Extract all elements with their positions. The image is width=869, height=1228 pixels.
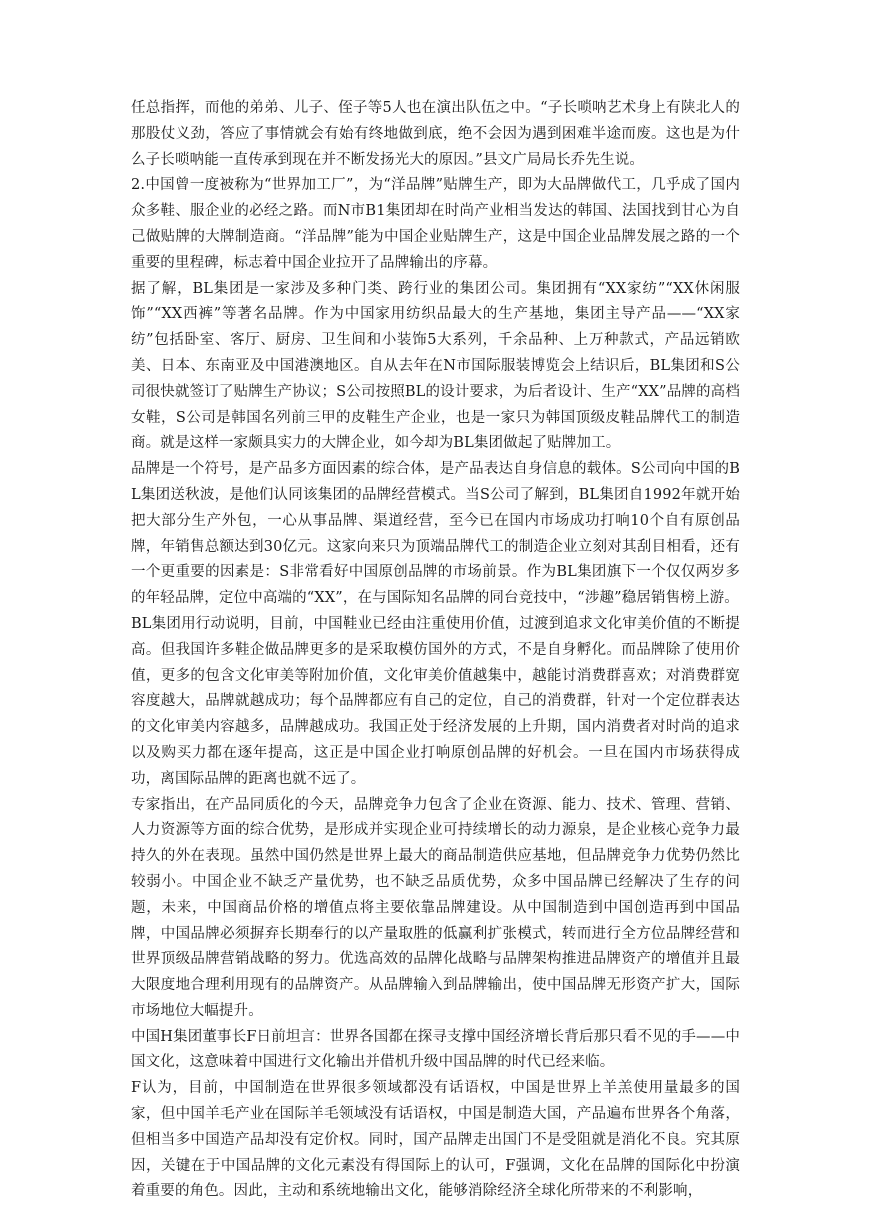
document-body xyxy=(131,96,740,1205)
paragraph-3: 据了解，BL集团是一家涉及多种门类、跨行业的集团公司。集团拥有“XX家纺”“XX休闲服饰”“XX西裤”等著名品牌。作为中国家用纺织品最大的生产基地，集团主导产品——“XX家纺”包括卧室、客厅、厨房、卫生间和小装饰5大系列，千余品种、上万种款式，产品远销欧美、日本、东南亚及中国港澳地区。自从去年在N市国际服装博览会上结识后，BL集团和S公司很快就签订了贴牌生产协议；S公司按照BL的设计要求，为后者设计、生产“XX”品牌的高档女鞋，S公司是韩国名列前三甲的皮鞋生产企业，也是一家只为韩国顶级皮鞋品牌代工的制造商。就是这样一家颇具实力的大牌企业，如今却为BL集团做起了贴牌加工。 xyxy=(131,280,740,452)
paragraph-6: 专家指出，在产品同质化的今天，品牌竞争力包含了企业在资源、能力、技术、管理、营销、人力资源等方面的综合优势，是形成并实现企业可持续增长的动力源泉，是企业核心竞争力最持久的外在表现。虽然中国仍然是世界上最大的商品制造供应基地，但品牌竞争力优势仍然比较弱小。中国企业不缺乏产量优势，也不缺乏品质优势，众多中国品牌已经解决了生存的问题，未来，中国商品价格的增值点将主要依靠品牌建设。从中国制造到中国创造再到中国品牌，中国品牌必须摒弃长期奉行的以产量取胜的低赢利扩张模式，转而进行全方位品牌经营和世界顶级品牌营销战略的努力。优选高效的品牌化战略与品牌架构推进品牌资产的增值并且最大限度地合理利用现有的品牌资产。从品牌输入到品牌输出，使中国品牌无形资产扩大，国际市场地位大幅提升。 xyxy=(131,796,740,1019)
paragraph-1: 任总指挥，而他的弟弟、儿子、侄子等5人也在演出队伍之中。“子长唢呐艺术身上有陕北人的那股仗义劲，答应了事情就会有始有终地做到底，绝不会因为遇到困难半途而废。这也是为什么子长唢呐能一直传承到现在并不断发扬光大的原因。”县文广局局长乔先生说。 xyxy=(131,100,740,168)
paragraph-7: 中国H集团董事长F日前坦言：世界各国都在探寻支撑中国经济增长背后那只看不见的手——中国文化，这意味着中国进行文化输出并借机升级中国品牌的时代已经来临。 xyxy=(131,1028,741,1071)
paragraph-2: 2.中国曾一度被称为“世界加工厂”，为“洋品牌”贴牌生产，即为大品牌做代工，几乎成了国内众多鞋、服企业的必经之路。而N市B1集团却在时尚产业相当发达的韩国、法国找到甘心为自己做贴牌的大牌制造商。“洋品牌”能为中国企业贴牌生产，这是中国企业品牌发展之路的一个重要的里程碑，标志着中国企业拉开了品牌输出的序幕。 xyxy=(131,177,740,271)
paragraph-4: 品牌是一个符号，是产品多方面因素的综合体，是产品表达自身信息的载体。S公司向中国的BL集团送秋波，是他们认同该集团的品牌经营模式。当S公司了解到，BL集团自1992年就开始把大部分生产外包，一心从事品牌、渠道经营，至今已在国内市场成功打响10个自有原创品牌，年销售总额达到30亿元。这家向来只为顶端品牌代工的制造企业立刻对其刮目相看，还有一个更重要的因素是：S非常看好中国原创品牌的市场前景。作为BL集团旗下一个仅仅两岁多的年轻品牌，定位中高端的“XX”，在与国际知名品牌的同台竞技中，“涉趣”稳居销售榜上游。 xyxy=(131,461,740,607)
paragraph-5: BL集团用行动说明，目前，中国鞋业已经由注重使用价值，过渡到追求文化审美价值的不断提高。但我国许多鞋企做品牌更多的是采取模仿国外的方式，不是自身孵化。而品牌除了使用价值，更多的包含文化审美等附加价值，文化审美价值越集中，越能讨消费群喜欢；对消费群宽容度越大，品牌就越成功；每个品牌都应有自己的定位，自己的消费群，针对一个定位群表达的文化审美内容越多，品牌越成功。我国正处于经济发展的上升期，国内消费者对时尚的追求以及购买力都在逐年提高，这正是中国企业打响原创品牌的好机会。一旦在国内市场获得成功，离国际品牌的距离也就不远了。 xyxy=(131,615,740,787)
paragraph-8: F认为，目前，中国制造在世界很多领域都没有话语权，中国是世界上羊羔使用量最多的国家，但中国羊毛产业在国际羊毛领域没有话语权，中国是制造大国，产品遍布世界各个角落，但相当多中国造产品却没有定价权。同时，国产品牌走出国门不是受阻就是消化不良。究其原因，关键在于中国品牌的文化元素没有得国际上的认可，F强调，文化在品牌的国际化中扮演着重要的角色。因此，主动和系统地输出文化，能够消除经济全球化所带来的不利影响， xyxy=(131,1080,740,1200)
